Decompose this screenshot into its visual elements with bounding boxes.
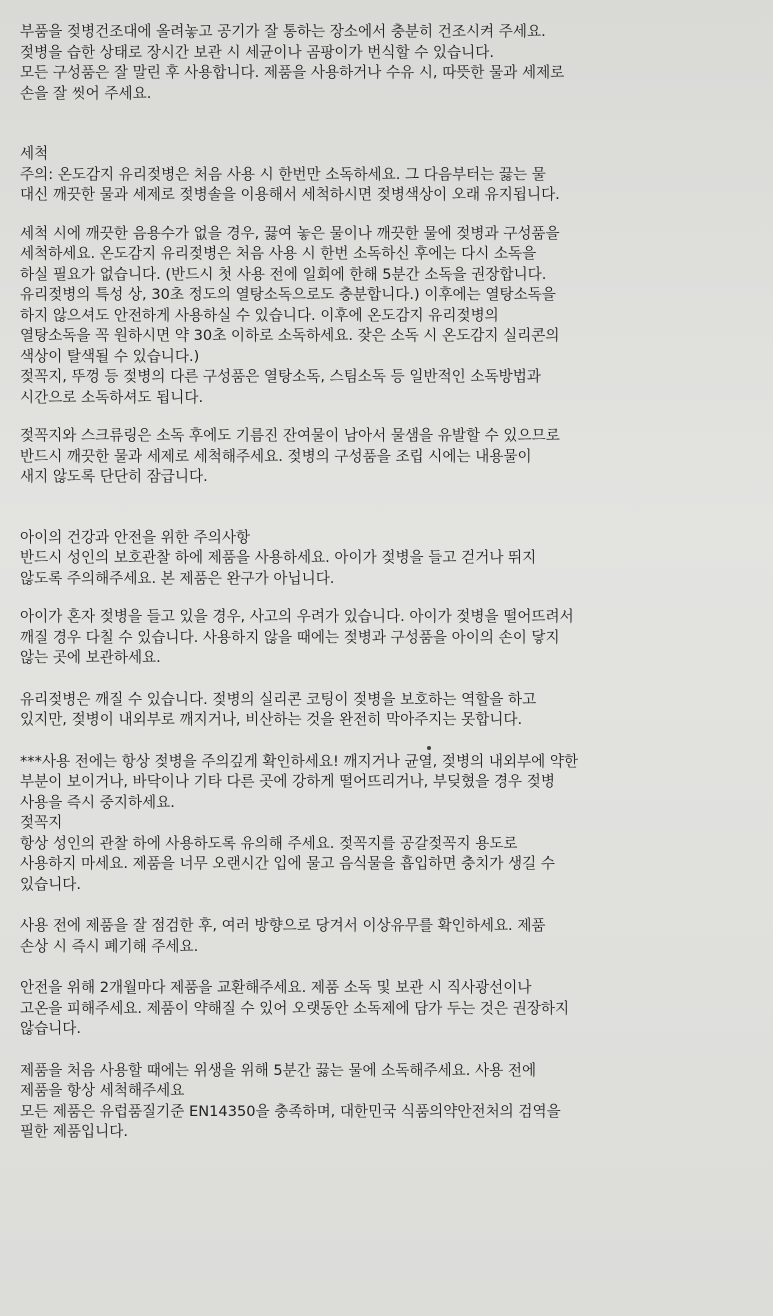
text-line: 세척하세요. 온도감지 유리젖병은 처음 사용 시 한번 소독하신 후에는 다시 소독을 [20,245,537,262]
paragraph-replace [20,978,753,1040]
text-line: 않습니다. [20,1020,82,1037]
text-line: 모든 제품은 유럽품질기준 EN14350을 충족하며, 대한민국 식품의약안전처의 검역을 [20,1102,561,1120]
paragraph-check-before-use [20,752,753,896]
spacer [20,206,753,224]
paragraph-glass-breakable [20,690,753,731]
text-line: 하지 않으셔도 안전하게 사용하실 수 있습니다. 이후에 온도감지 유리젖병의 [20,306,499,324]
text-line: 안전을 위해 2개월마다 제품을 교환해주세요. 제품 소독 및 보관 시 직사광선이나 [20,979,532,996]
text-line: 유리젖병은 깨질 수 있습니다. 젖병의 실리콘 코팅이 젖병을 보호하는 역할을 하고 [20,690,537,708]
spacer [20,957,753,978]
text-line: ***사용 전에는 항상 젖병을 주의깊게 확인하세요! 깨지거나 균열, 젖병의 내외부에 약한 [20,752,579,770]
text-line: 사용을 즉시 중지하세요. [20,793,175,811]
paragraph-first-use [20,1061,753,1143]
text-line: 부품을 젖병건조대에 올려놓고 공기가 잘 통하는 장소에서 충분히 건조시켜 주세요. [20,23,546,40]
text-line: 사용하지 마세요. 제품을 너무 오랜시간 입에 물고 음식물을 흡입하면 충치가 생길 수 [20,855,555,872]
paper-speck [427,746,431,750]
section-washing [20,144,753,206]
spacer [20,669,753,690]
spacer [20,589,753,607]
paragraph-child-holding [20,607,753,669]
section-heading: 세척 [20,145,49,162]
text-line: 반드시 깨끗한 물과 세제로 세척해주세요. 젖병의 구성품을 조립 시에는 내용물이 [20,447,532,465]
text-line: 않도록 주의해주세요. 본 제품은 완구가 아닙니다. [20,569,335,587]
text-line: 제품을 항상 세척해주세요 [20,1082,185,1099]
text-line: 색상이 탈색될 수 있습니다.) [20,347,200,365]
text-line: 필한 제품입니다. [20,1123,128,1140]
text-line: 유리젖병의 특성 상, 30초 정도의 열탕소독으로도 충분합니다.) 이후에는 열탕소독을 [20,286,556,303]
spacer [20,895,753,916]
text-line: 대신 깨끗한 물과 세제로 젖병솔을 이용해서 세척하시면 젖병색상이 오래 유지됩니다. [20,186,560,203]
paragraph-sterilizing [20,224,753,409]
text-line: 열탕소독을 꼭 원하시면 약 30초 이하로 소독하세요. 잦은 소독 시 온도감지 실리콘의 [20,327,560,344]
section-heading: 아이의 건강과 안전을 위한 주의사항 [20,528,251,546]
text-line: 아이가 혼자 젖병을 들고 있을 경우, 사고의 우려가 있습니다. 아이가 젖병을 떨어뜨려서 [20,608,574,625]
spacer [20,1040,753,1061]
text-line: 깨질 경우 다칠 수 있습니다. 사용하지 않을 때에는 젖병과 구성품을 아이의 손이 닿지 [20,628,560,646]
text-line: 제품을 처음 사용할 때에는 위생을 위해 5분간 끓는 물에 소독해주세요. 사용 전에 [20,1061,537,1079]
text-line: 세척 시에 깨끗한 음용수가 없을 경우, 끓여 놓은 물이나 깨끗한 물에 젖병과 구성품을 [20,224,560,242]
spacer [20,731,753,752]
text-line: 반드시 성인의 보호관찰 하에 제품을 사용하세요. 아이가 젖병을 들고 걷거나 뛰지 [20,549,537,566]
spacer [20,408,753,426]
spacer [20,104,753,144]
section-heading: 젖꼭지 [20,814,63,831]
text-line: 손을 잘 씻어 주세요. [20,84,152,102]
text-line: 않는 곳에 보관하세요. [20,649,161,666]
paragraph-drying [20,22,753,104]
text-line: 있지만, 젖병이 내외부로 깨지거나, 비산하는 것을 완전히 막아주지는 못합니다. [20,711,523,728]
text-line: 하실 필요가 없습니다. (반드시 첫 사용 전에 일회에 한해 5분간 소독을 권장합니다. [20,265,547,283]
text-line: 젖꼭지와 스크류링은 소독 후에도 기름진 잔여물이 남아서 물샘을 유발할 수 있으므로 [20,427,560,444]
spacer [20,488,753,528]
text-line: 젖병을 습한 상태로 장시간 보관 시 세균이나 곰팡이가 번식할 수 있습니다. [20,43,494,61]
paragraph-nipple-screwring [20,426,753,488]
text-line: 항상 성인의 관찰 하에 사용하도록 유의해 주세요. 젖꼭지를 공갈젖꼭지 용도로 [20,834,518,852]
text-line: 있습니다. [20,875,82,893]
paragraph-inspect [20,916,753,957]
section-safety [20,528,753,590]
text-line: 고온을 피해주세요. 제품이 약해질 수 있어 오랫동안 소독제에 담가 두는 것은 권장하지 [20,999,570,1017]
text-line: 손상 시 즉시 폐기해 주세요. [20,937,199,955]
text-line: 사용 전에 제품을 잘 점검한 후, 여러 방향으로 당겨서 이상유무를 확인하세요. 제품 [20,917,546,934]
text-line: 시간으로 소독하셔도 됩니다. [20,388,204,406]
text-line: 부분이 보이거나, 바닥이나 기타 다른 곳에 강하게 떨어뜨리거나, 부딪혔을 경우 젖병 [20,773,555,790]
text-line: 새지 않도록 단단히 잠급니다. [20,468,208,485]
text-line: 젖꼭지, 뚜껑 등 젖병의 다른 구성품은 열탕소독, 스팀소독 등 일반적인 소독방법과 [20,368,541,385]
text-line: 모든 구성품은 잘 말린 후 사용합니다. 제품을 사용하거나 수유 시, 따뜻한 물과 세제로 [20,64,565,81]
text-line: 주의: 온도감지 유리젖병은 처음 사용 시 한번만 소독하세요. 그 다음부터는 끓는 물 [20,165,546,183]
